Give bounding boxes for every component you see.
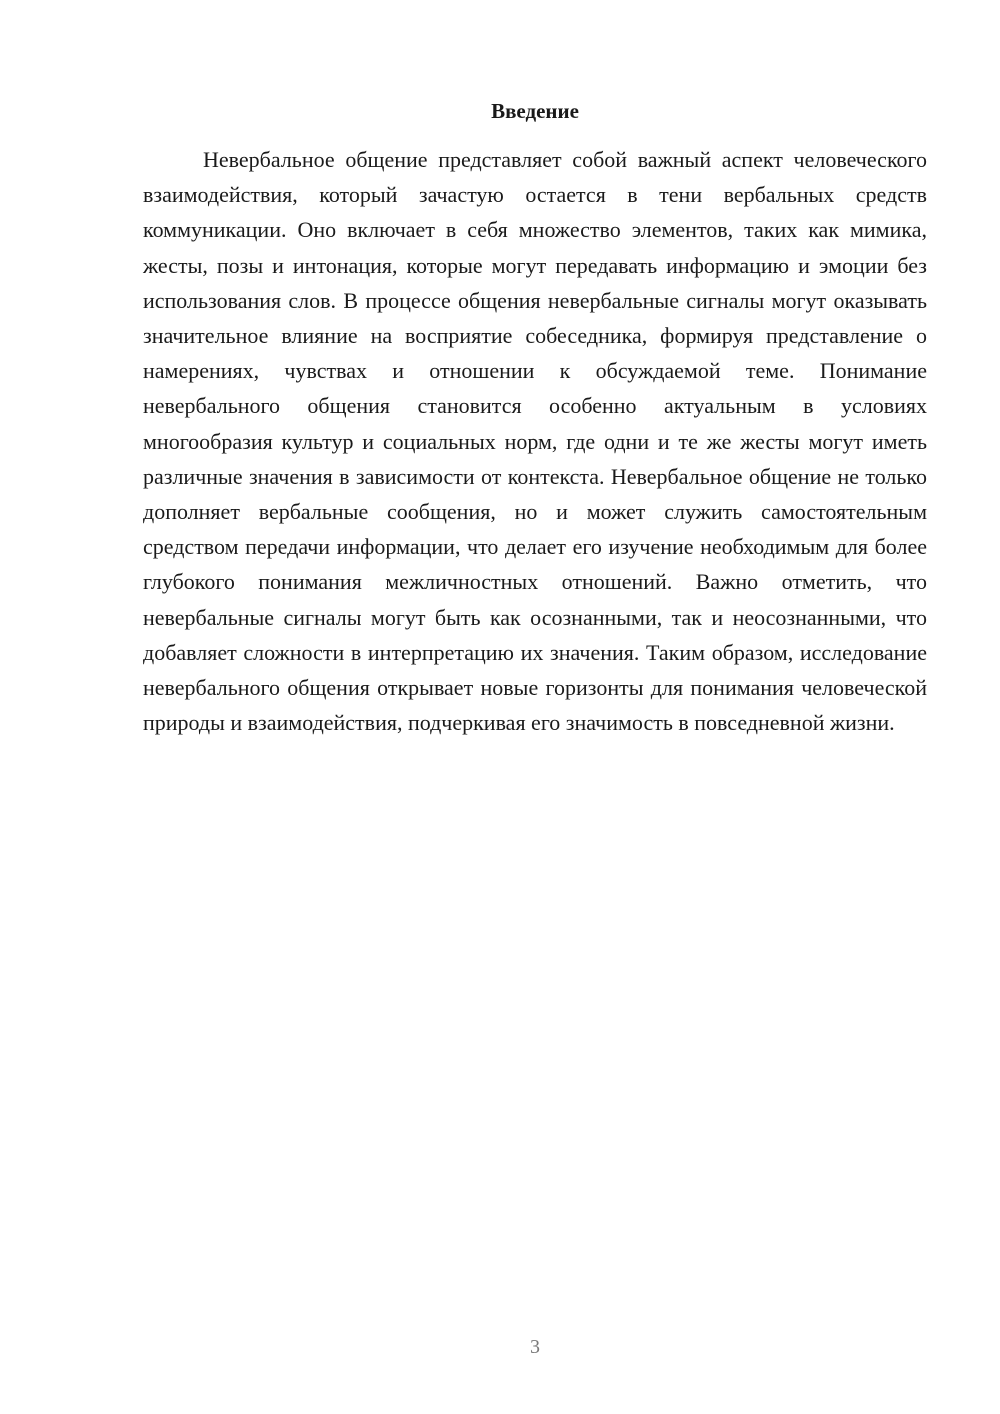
body-paragraph: Невербальное общение представляет собой важный аспект человеческого взаимодействия, который зачастую остается в тени вербальных средств коммуникации. Оно включает в себя множество элементов, таких как мимика, жесты, позы и интонация, которые могут передавать информацию и эмоции без использования слов. В процессе общения невербальные сигналы могут оказывать значительное влияние на восприятие собеседника, формируя представление о намерениях, чувствах и отношении к обсуждаемой теме. Понимание невербального общения становится особенно актуальным в условиях многообразия культур и социальных норм, где одни и те же жесты могут иметь различные значения в зависимости от контекста. Невербальное общение не только дополняет вербальные сообщения, но и может служить самостоятельным средством передачи информации, что делает его изучение необходимым для более глубокого понимания межличностных отношений. Важно отметить, что невербальные сигналы могут быть как осознанными, так и неосознанными, что добавляет сложности в интерпретацию их значения. Таким образом, исследование невербального общения открывает новые горизонты для понимания человеческой природы и взаимодействия, подчеркивая его значимость в повседневной жизни. bbox=[143, 147, 927, 736]
section-heading: Введение bbox=[491, 99, 579, 123]
page-number: 3 bbox=[530, 1336, 540, 1358]
